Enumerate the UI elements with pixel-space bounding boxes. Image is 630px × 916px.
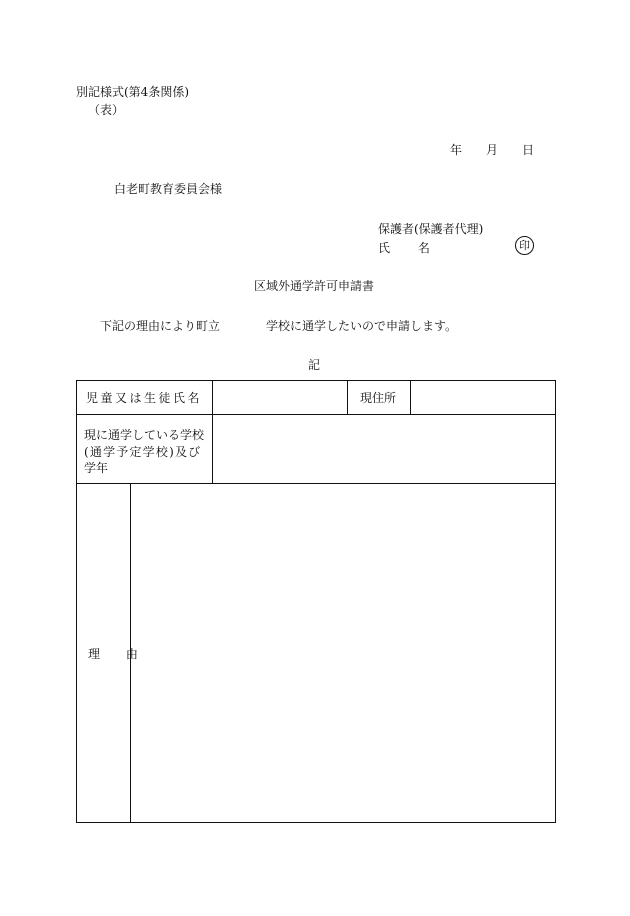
reason-field[interactable] bbox=[131, 484, 555, 822]
guardian-label: 保護者(保護者代理) bbox=[378, 222, 484, 236]
date-day-label: 日 bbox=[522, 143, 535, 157]
school-label-line-3: 学年 bbox=[84, 461, 109, 475]
table-border-left bbox=[76, 380, 77, 823]
reason-label: 理 由 bbox=[88, 647, 149, 661]
date-month-label: 月 bbox=[486, 143, 499, 157]
document-title: 区域外通学許可申請書 bbox=[254, 279, 375, 293]
address-label: 現住所 bbox=[360, 391, 397, 405]
table-rule-address-left bbox=[347, 380, 348, 415]
ki-heading: 記 bbox=[308, 358, 321, 372]
date-year-label: 年 bbox=[450, 143, 463, 157]
school-field[interactable] bbox=[213, 415, 555, 483]
side-label: （表） bbox=[88, 103, 125, 117]
addressee: 白老町教育委員会様 bbox=[114, 182, 223, 196]
request-text-after: 学校に通学したいので申請します。 bbox=[266, 319, 458, 333]
address-field[interactable] bbox=[411, 381, 555, 414]
table-border-right bbox=[555, 380, 556, 823]
seal-mark: 印 bbox=[515, 236, 534, 255]
applicant-name-label: 氏 名 bbox=[378, 241, 442, 255]
request-text-before: 下記の理由により町立 bbox=[100, 319, 221, 333]
form-reference: 別記様式(第4条関係) bbox=[76, 85, 189, 99]
school-label-line-1: 現に通学している学校 bbox=[84, 428, 205, 442]
student-name-field[interactable] bbox=[213, 381, 347, 414]
school-label-line-2: (通学予定学校)及び bbox=[84, 445, 202, 459]
table-border-bottom bbox=[76, 822, 556, 823]
student-name-label: 児童又は生徒氏名 bbox=[86, 391, 203, 405]
